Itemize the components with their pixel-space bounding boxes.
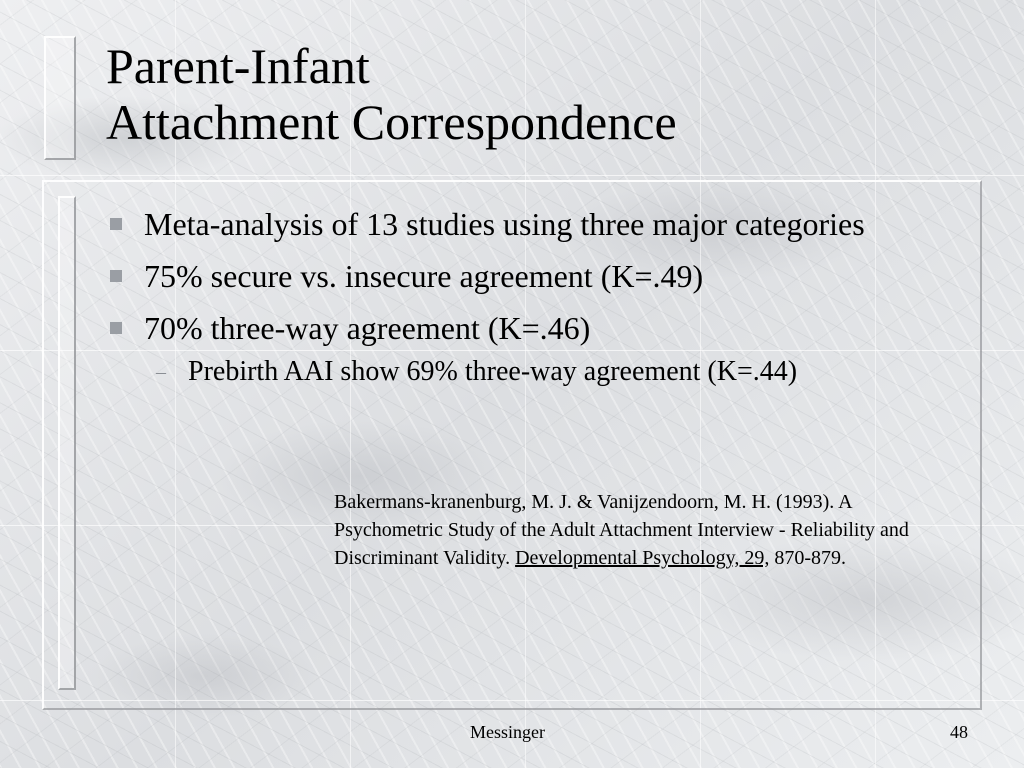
citation-text: Bakermans-kranenburg, M. J. & Vanijzendoorn, M. H. (1993). A Psychometric Study of the Adult Attachment Interview - Reliability and Discriminant Validity.	[334, 491, 909, 569]
title-line-2: Attachment Correspondence	[106, 94, 677, 150]
slide-title	[106, 38, 677, 150]
dash-icon: –	[156, 361, 166, 383]
footer-author: Messinger	[470, 722, 545, 742]
bullet-text: 75% secure vs. insecure agreement (K=.49)	[144, 258, 704, 294]
title-line-1: Parent-Infant	[106, 38, 370, 94]
sub-bullet-item	[108, 354, 908, 390]
citation-journal: Developmental Psychology, 29,	[515, 547, 770, 569]
bullet-item	[108, 202, 908, 246]
square-bullet-icon	[110, 270, 122, 282]
square-bullet-icon	[110, 322, 122, 334]
citation	[334, 488, 934, 572]
citation-pages: 870-879.	[769, 547, 846, 569]
bullet-item	[108, 306, 908, 350]
square-bullet-icon	[110, 218, 122, 230]
sub-bullet-text: Prebirth AAI show 69% three-way agreement (K=.44)	[188, 356, 798, 387]
grid-line	[0, 175, 1024, 176]
slide-number: 48	[950, 722, 968, 742]
bullet-text: 70% three-way agreement (K=.46)	[144, 310, 591, 346]
content-bevel-bar	[58, 196, 76, 690]
bullet-item	[108, 254, 908, 298]
bullet-list	[108, 202, 908, 390]
bullet-text: Meta-analysis of 13 studies using three major categories	[144, 206, 865, 242]
title-bevel-bar	[44, 36, 76, 160]
